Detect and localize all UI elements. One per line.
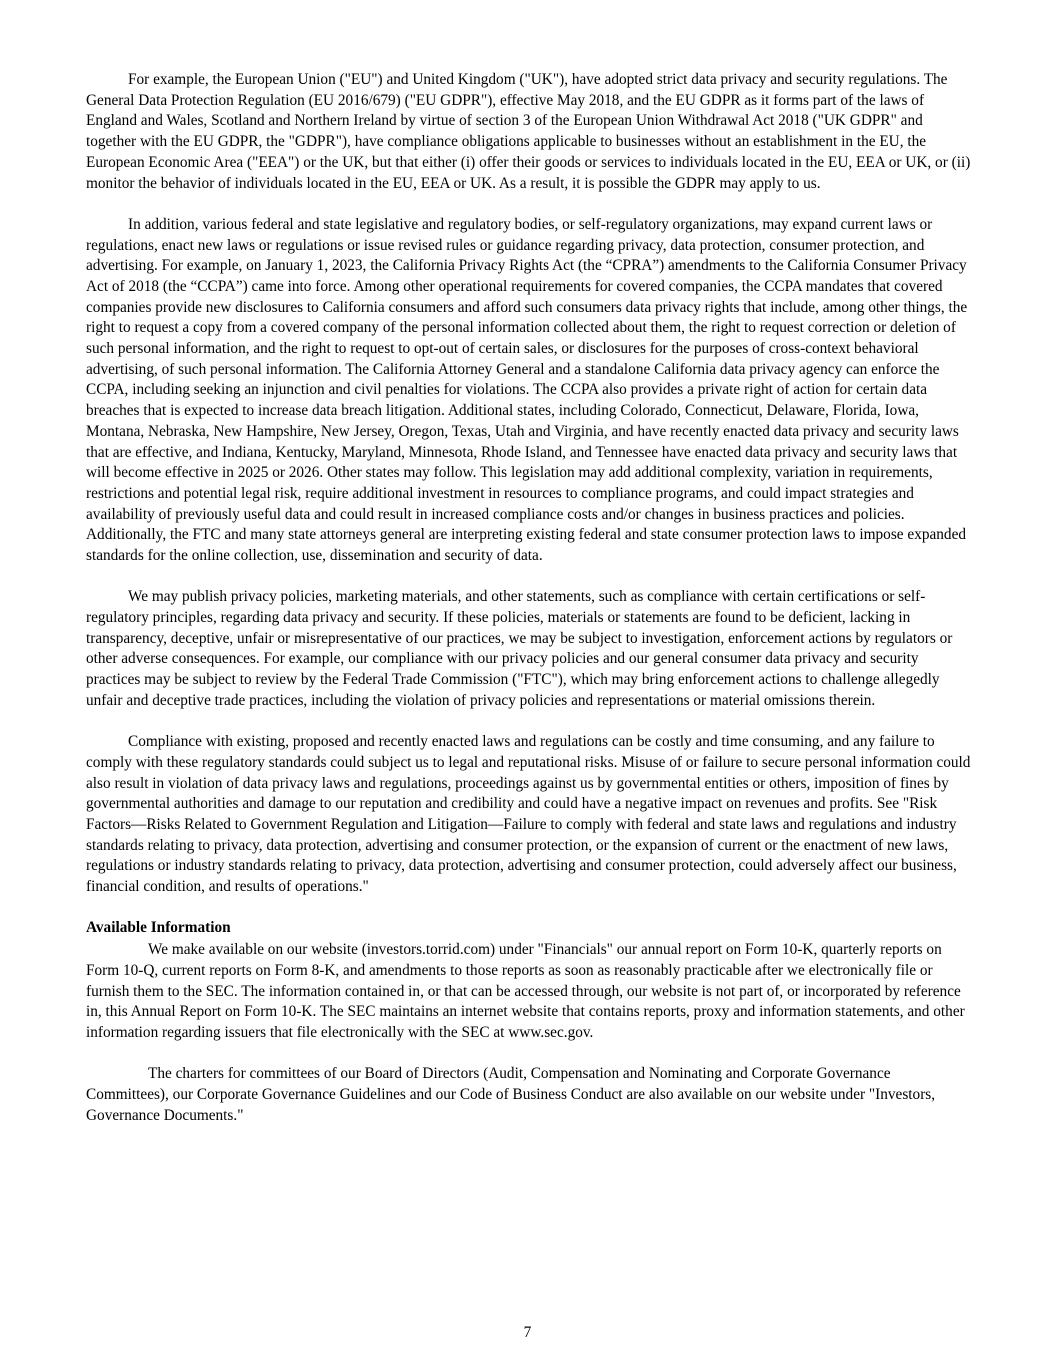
paragraph-privacy-policies: We may publish privacy policies, marketing materials, and other statements, such as compliance with certain certifications or self-regulatory principles, regarding data privacy and security. If these policies, materials or statements are found to be deficient, lacking in transparency, deceptive, unfair or misrepresentative of our practices, we may be subject to investigation, enforcement actions by regulators or other adverse consequences. For example, our compliance with our privacy policies and our general consumer data privacy and security practices may be subject to review by the Federal Trade Commission ("FTC"), which may bring enforcement actions to challenge allegedly unfair and deceptive trade practices, including the violation of privacy policies and representations or material omissions therein.: [86, 588, 953, 709]
paragraph-website-reports: We make available on our website (investors.torrid.com) under "Financials" our annual report on Form 10-K, quarterly reports on Form 10-Q, current reports on Form 8-K, and amendments to those reports as soon as reasonably practicable after we electronically file or furnish them to the SEC. The information contained in, or that can be accessed through, our website is not part of, or incorporated by reference in, this Annual Report on Form 10-K. The SEC maintains an internet website that contains reports, proxy and information statements, and other information regarding issuers that file electronically with the SEC at www.sec.gov.: [86, 941, 965, 1041]
paragraph-state-privacy-laws: In addition, various federal and state legislative and regulatory bodies, or self-regulatory organizations, may expand current laws or regulations, enact new laws or regulations or issue revised rules or guidance regarding privacy, data protection, consumer protection, and advertising. For example, on January 1, 2023, the California Privacy Rights Act (the “CPRA”) amendments to the California Consumer Privacy Act of 2018 (the “CCPA”) came into force. Among other operational requirements for covered companies, the CCPA mandates that covered companies provide new disclosures to California consumers and afford such consumers data privacy rights that include, among other things, the right to request a copy from a covered company of the personal information collected about them, the right to request correction or deletion of such personal information, and the right to request to opt-out of certain sales, or disclosures for the purposes of cross-context behavioral advertising, of such personal information. The California Attorney General and a standalone California data privacy agency can enforce the CCPA, including seeking an injunction and civil penalties for violations. The CCPA also provides a private right of action for certain data breaches that is expected to increase data breach litigation. Additional states, including Colorado, Connecticut, Delaware, Florida, Iowa, Montana, Nebraska, New Hampshire, New Jersey, Oregon, Texas, Utah and Virginia, and have recently enacted data privacy and security laws that are effective, and Indiana, Kentucky, Maryland, Minnesota, Rhode Island, and Tennessee have enacted data privacy and security laws that will become effective in 2025 or 2026. Other states may follow. This legislation may add additional complexity, variation in requirements, restrictions and potential legal risk, require additional investment in resources to compliance programs, and could impact strategies and availability of previously useful data and could result in increased compliance costs and/or changes in business practices and policies. Additionally, the FTC and many state attorneys general are interpreting existing federal and state consumer protection laws to impose expanded standards for the online collection, use, dissemination and security of data.: [86, 215, 968, 565]
page-number: 7: [523, 1324, 532, 1341]
section-heading-available-information: Available Information: [86, 919, 231, 937]
paragraph-eu-uk-gdpr: For example, the European Union ("EU") and United Kingdom ("UK"), have adopted strict data privacy and security regulations. The General Data Protection Regulation (EU 2016/679) ("EU GDPR"), effective May 2018, and the EU GDPR as it forms part of the laws of England and Wales, Scotland and Northern Ireland by virtue of section 3 of the European Union Withdrawal Act 2018 ("UK GDPR" and together with the EU GDPR, the "GDPR"), have compliance obligations applicable to businesses without an establishment in the EU, the European Economic Area ("EEA") or the UK, but that either (i) offer their goods or services to individuals located in the EU, EEA or UK, or (ii) monitor the behavior of individuals located in the EU, EEA or UK. As a result, it is possible the GDPR may apply to us.: [86, 71, 971, 192]
document-page: [86, 70, 971, 1147]
paragraph-compliance-costs: Compliance with existing, proposed and recently enacted laws and regulations can be costly and time consuming, and any failure to comply with these regulatory standards could subject us to legal and reputational risks. Misuse of or failure to secure personal information could also result in violation of data privacy laws and regulations, proceedings against us by governmental entities or others, imposition of fines by governmental authorities and damage to our reputation and credibility and could have a negative impact on revenues and profits. See "Risk Factors—Risks Related to Government Regulation and Litigation—Failure to comply with federal and state laws and regulations and industry standards relating to privacy, data protection, advertising and consumer protection, or the expansion of current or the enactment of new laws, regulations or industry standards relating to privacy, data protection, advertising and consumer protection, could adversely affect our business, financial condition, and results of operations.": [86, 733, 971, 896]
paragraph-committee-charters: The charters for committees of our Board of Directors (Audit, Compensation and Nominating and Corporate Governance Committees), our Corporate Governance Guidelines and our Code of Business Conduct are also available on our website under "Investors, Governance Documents.": [86, 1065, 936, 1124]
